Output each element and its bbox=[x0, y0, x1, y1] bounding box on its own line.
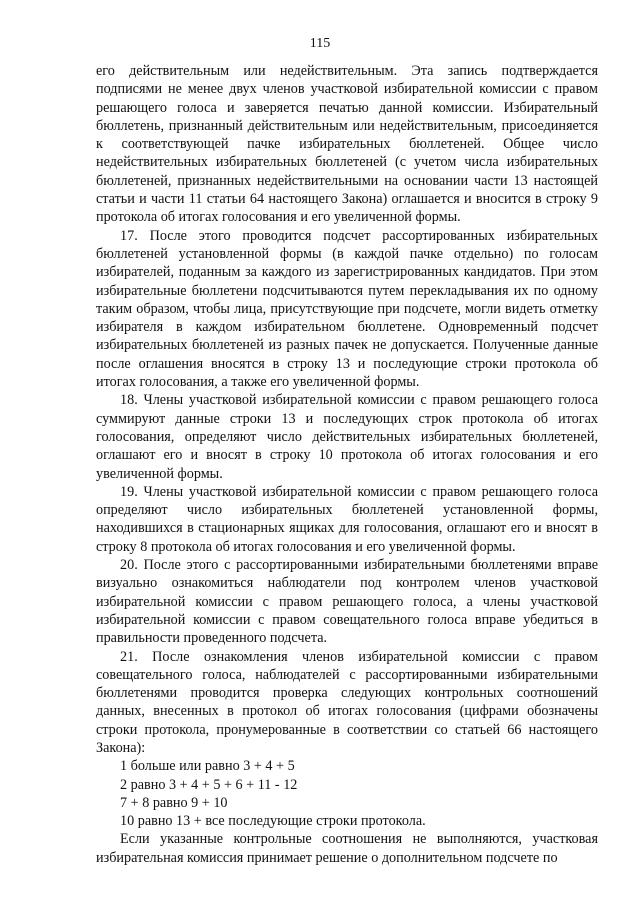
paragraph-17: 17. После этого проводится подсчет рассортированных избирательных бюллетеней установленной формы (в каждой пачке отдельно) по голосам избирателей, поданным за каждого из зарегистрированных кандидатов. При этом избирательные бюллетени подсчитываются путем перекладывания их по одному таким образом, чтобы лица, присутствующие при подсчете, могли видеть отметку избирателя в каждом избирательном бюллетене. Одновременный подсчет избирательных бюллетеней из разных пачек не допускается. Полученные данные после оглашения вносятся в строку 13 и последующие строки протокола об итогах голосования, а также его увеличенной формы. bbox=[96, 227, 598, 391]
paragraph-continuation: его действительным или недействительным. Эта запись подтверждается подписями не менее двух членов участковой избирательной комиссии с правом решающего голоса и заверяется печатью данной комиссии. Избирательный бюллетень, признанный действительным или недействительным, присоединяется к соответствующей пачке избирательных бюллетеней. Общее число недействительных избирательных бюллетеней (с учетом числа избирательных бюллетеней, признанных недействительными на основании части 13 настоящей статьи и части 11 статьи 64 настоящего Закона) оглашается и вносится в строку 9 протокола об итогах голосования и его увеличенной формы. bbox=[96, 63, 598, 226]
paragraph-20: 20. После этого с рассортированными избирательными бюллетенями вправе визуально ознакомиться наблюдатели под контролем членов участковой избирательной комиссии с правом решающего голоса, а члены участковой избирательной комиссии с правом совещательного голоса вправе убедиться в правильности проведенного подсчета. bbox=[96, 557, 598, 647]
control-ratio-4: 10 равно 13 + все последующие строки протокола. bbox=[120, 813, 426, 830]
paragraph-18: 18. Члены участковой избирательной комиссии с правом решающего голоса суммируют данные строки 13 и последующих строк протокола об итогах голосования, определяют число действительных избирательных бюллетеней, оглашают его и вносят в строку 10 протокола об итогах голосования и его увеличенной формы. bbox=[96, 392, 598, 482]
control-ratio-2: 2 равно 3 + 4 + 5 + 6 + 11 - 12 bbox=[120, 776, 298, 793]
page-number: 115 bbox=[309, 36, 331, 51]
paragraph-19: 19. Члены участковой избирательной комиссии с правом решающего голоса определяют число избирательных бюллетеней установленной формы, находившихся в стационарных ящиках для голосования, оглашают его и вносят в строку 8 протокола об итогах голосования и его увеличенной формы. bbox=[96, 483, 598, 555]
paragraph-conclusion: Если указанные контрольные соотношения не выполняются, участковая избирательная комиссия принимает решение о дополнительном подсчете по bbox=[96, 831, 598, 866]
control-ratio-3: 7 + 8 равно 9 + 10 bbox=[120, 794, 228, 811]
control-ratio-1: 1 больше или равно 3 + 4 + 5 bbox=[120, 758, 295, 775]
document-body bbox=[96, 62, 598, 867]
paragraph-21: 21. После ознакомления членов избирательной комиссии с правом совещательного голоса, наблюдателей с рассортированными избирательными бюллетенями проводится проверка следующих контрольных соотношений данных, внесенных в протокол об итогах голосования (цифрами обозначены строки протокола, пронумерованные в соответствии со статьей 66 настоящего Закона): bbox=[96, 648, 598, 756]
